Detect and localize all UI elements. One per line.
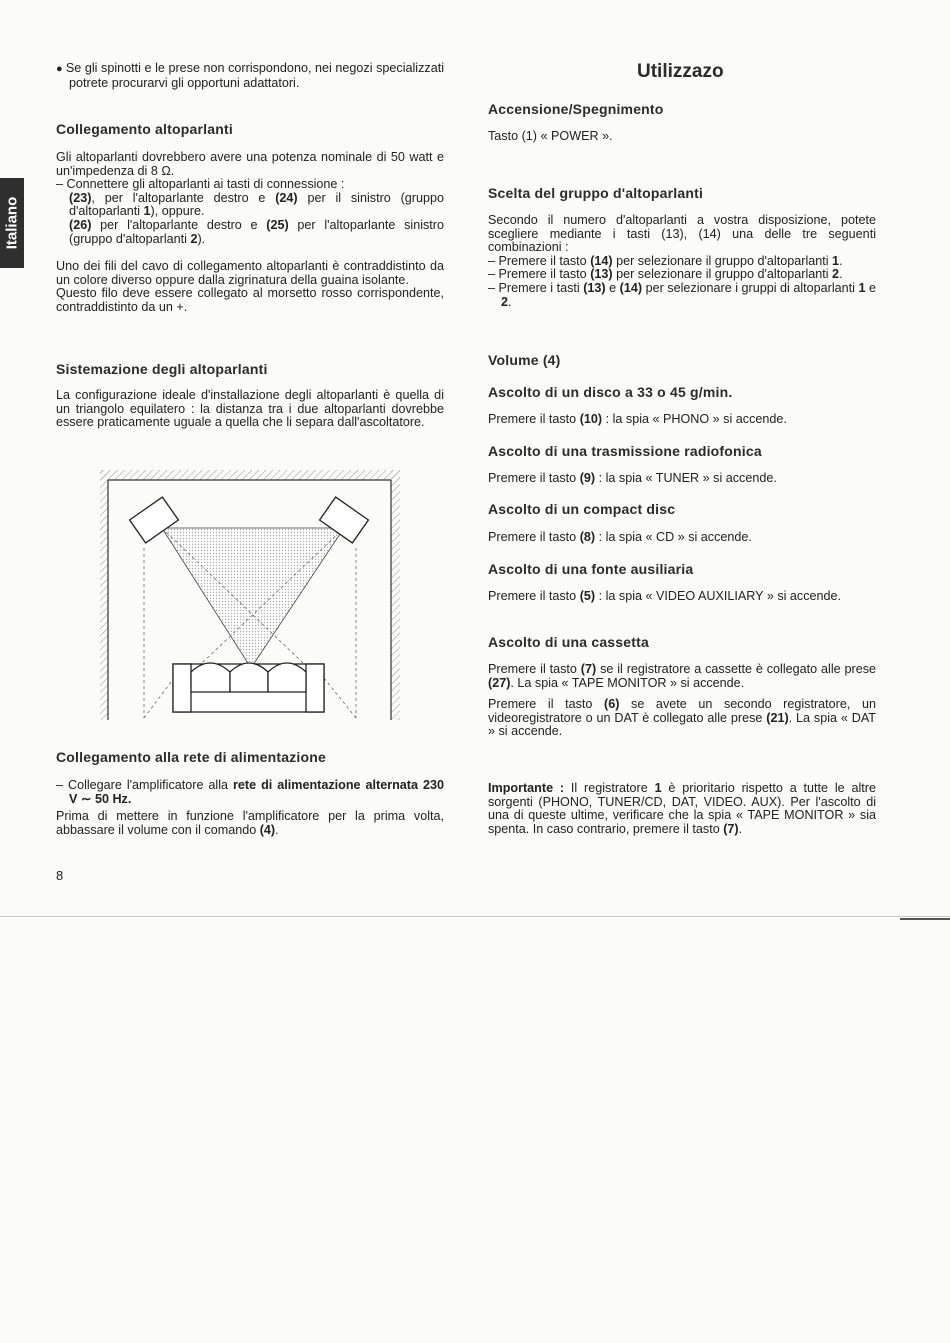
language-tab [0,178,24,268]
power-p2: Prima di mettere in funzione l'amplificatore per la prima volta, abbassare il volume con il comando (4). [56,809,444,837]
speakers-connection-p3: Questo filo deve essere collegato al morsetto rosso corrispondente, contraddistinto da un +. [56,286,444,314]
page-title: Utilizzazo [637,61,724,82]
on-off-text: Tasto (1) « POWER ». [488,129,613,143]
speakers-placement-heading: Sistemazione degli altoparlanti [56,361,268,377]
tape-heading: Ascolto di una cassetta [488,634,649,650]
radio-text: Premere il tasto (9) : la spia « TUNER » si accende. [488,471,777,485]
speakers-connection-body [56,151,444,315]
speakers-connection-heading: Collegamento altoparlanti [56,121,233,137]
aux-text: Premere il tasto (5) : la spia « VIDEO AUXILIARY » si accende. [488,589,842,603]
cd-heading: Ascolto di un compact disc [488,501,676,517]
tape-body [488,663,876,739]
speakers-connection-line2: (26) per l'altoparlante destro e (25) per l'altoparlante sinistro (gruppo d'altoparlanti 2). [69,217,444,246]
tape-p1: Premere il tasto (7) se il registratore a cassette è collegato alle prese (27). La spia « TAPE MONITOR » si accende. [488,662,877,690]
bullet-icon: ● [56,63,66,75]
speaker-group-body [488,214,876,309]
on-off-heading: Accensione/Spegnimento [488,101,664,117]
cd-text: Premere il tasto (8) : la spia « CD » si accende. [488,530,752,544]
speakers-connection-p1: Gli altoparlanti dovrebbero avere una potenza nominale di 50 watt e un'impedenza di 8 Ω. [56,150,444,178]
power-body [56,779,444,837]
speaker-group-p1: Secondo il numero d'altoparlanti a vostra disposizione, potete scegliere mediante i tasti (13), (14) una delle tre seguenti combinazioni : [488,213,876,255]
speakers-connection-p2: Uno dei fili del cavo di collegamento altoparlanti è contraddistinto da un colore diverso oppure dalla zigrinatura della guaina isolante. [56,259,444,287]
speakers-placement-p1: La configurazione ideale d'installazione degli altoparlanti è quella di un triangolo equilatero : la distanza tra i due altoparlanti dovrebbe essere praticamente uguale a quella che li separa dall'ascoltatore. [56,388,444,430]
speaker-group-item2: – Premere il tasto (13) per selezionare il gruppo d'altoparlanti 2. [488,267,843,282]
disc-heading: Ascolto di un disco a 33 o 45 g/min. [488,384,733,400]
page-number: 8 [56,868,64,883]
power-heading: Collegamento alla rete di alimentazione [56,749,326,765]
important-text: Importante : Il registratore 1 è prioritario rispetto a tutte le altre sorgenti (PHONO, TUNER/CD, DAT, VIDEO. AUX). Per l'ascolto di una di queste ultime, verificare che la spia « TAPE MONITOR » sia spenta. In caso contrario, premere il tasto (7). [488,781,876,836]
tape-p2: Premere il tasto (6) se avete un secondo registratore, un videoregistratore o un DAT è collegato alle prese (21). La spia « DAT » si accende. [488,697,876,739]
speakers-placement-body [56,389,444,430]
listening-triangle [162,528,344,668]
speakers-connection-dash: – Connettere gli altoparlanti ai tasti di connessione : [56,177,345,192]
speaker-group-heading: Scelta del gruppo d'altoparlanti [488,185,704,201]
important-note [488,782,876,836]
radio-heading: Ascolto di una trasmissione radiofonica [488,443,762,459]
sofa-icon [173,663,324,712]
power-dash: – Collegare l'amplificatore alla rete di alimentazione alternata 230 V ∼ 50 Hz. [56,778,444,806]
volume-heading: Volume (4) [488,352,561,368]
bullet-text: Se gli spinotti e le prese non corrispondono, nei negozi specializzati potrete procurarvi gli opportuni adattatori. [65,61,444,90]
aux-heading: Ascolto di una fonte ausiliaria [488,561,694,577]
page-edge-mark [900,918,950,920]
speaker-group-item1: – Premere il tasto (14) per selezionare il gruppo d'altoparlanti 1. [488,253,843,268]
bullet-note [56,62,444,90]
page-edge-line [0,916,950,917]
language-tab-label: Italiano [3,196,21,250]
speaker-placement-diagram [98,468,403,726]
disc-text: Premere il tasto (10) : la spia « PHONO » si accende. [488,412,787,426]
speakers-connection-line1: (23), per l'altoparlante destro e (24) per il sinistro (gruppo d'altoparlanti 1), oppure. [69,190,444,219]
speaker-group-item3: – Premere i tasti (13) e (14) per selezionare i gruppi di altoparlanti 1 e 2. [488,280,876,309]
